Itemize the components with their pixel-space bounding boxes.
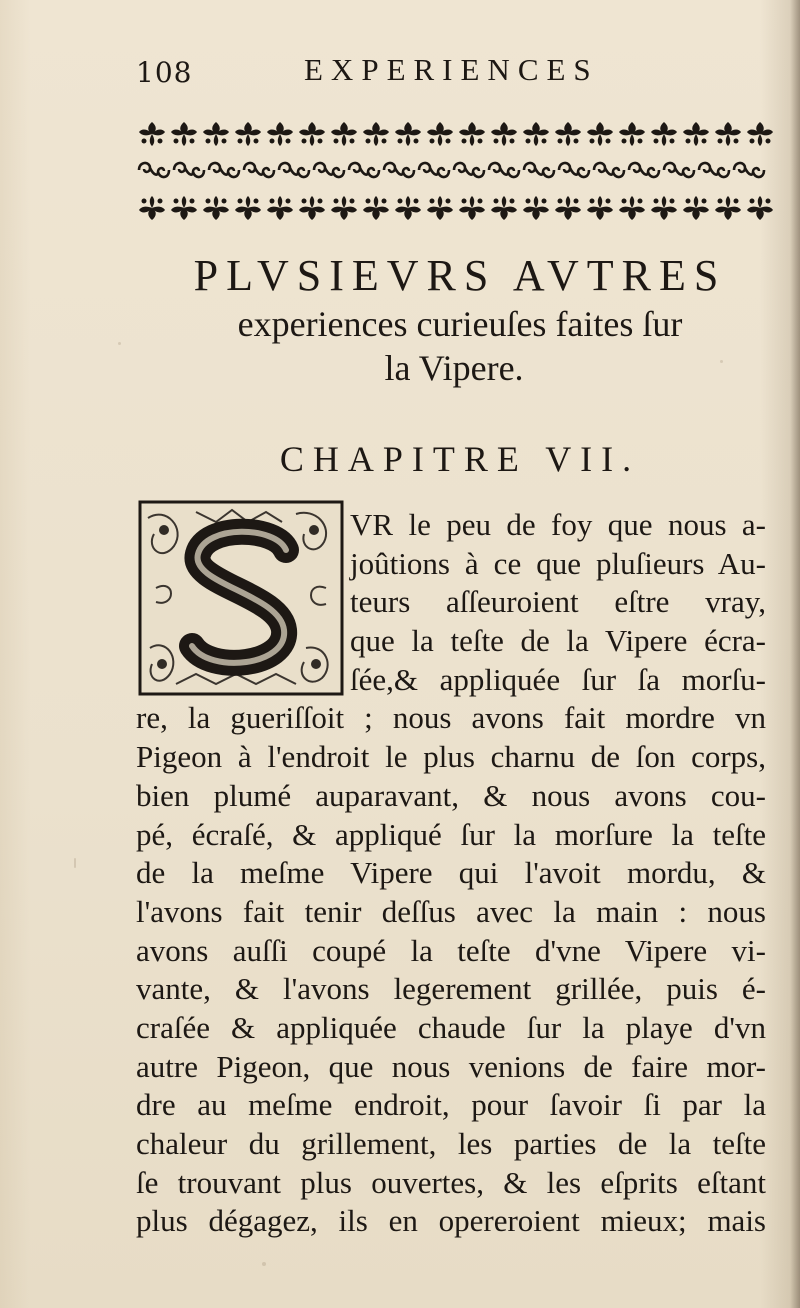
text-line: re, la gueriſſoit ; nous avons fait mordre vn xyxy=(136,700,766,736)
text-line: avons auſſi coupé la teſte d'vne Vipere vi- xyxy=(136,932,766,968)
title-line-2: experiences curieuſes faites ſur xyxy=(237,304,683,344)
running-head xyxy=(136,50,756,100)
ornament-row-top xyxy=(139,122,773,146)
ornamental-band xyxy=(134,112,774,232)
body-text xyxy=(136,506,766,1241)
text-line: teurs aſſeuroient eſtre vray, xyxy=(350,584,766,620)
text-line: plus dégagez, ils en opereroient mieux; mais xyxy=(136,1203,766,1239)
paper-speck xyxy=(720,360,723,363)
text-line: l'avons fait tenir deſſus avec la main : nous xyxy=(136,893,766,929)
text-line: VR le peu de foy que nous a- xyxy=(350,507,766,542)
text-line: Pigeon à l'endroit le plus charnu de ſon corps, xyxy=(136,739,766,775)
text-line: chaleur du grillement, les parties de la teſte xyxy=(136,1126,766,1161)
text-line: pé, écraſé, & appliqué ſur la morſure la teſte xyxy=(136,816,766,852)
text-line: autre Pigeon, que nous venions de faire mor- xyxy=(136,1048,766,1084)
paper-speck xyxy=(118,342,121,345)
title-line-3: la Vipere. xyxy=(384,348,524,388)
text-line: joûtions à ce que pluſieurs Au- xyxy=(350,545,766,581)
text-line: ſe trouvant plus ouvertes, & les eſprits eſtant xyxy=(136,1164,766,1200)
paper-speck xyxy=(74,858,76,868)
text-line: dre au meſme endroit, pour ſavoir ſi par la xyxy=(136,1087,766,1123)
text-line: ſée,& appliquée ſur ſa morſu- xyxy=(350,661,766,697)
text-line: bien plumé auparavant, & nous avons cou- xyxy=(136,777,766,813)
running-title: EXPERIENCES xyxy=(304,52,599,87)
title-line-1: PLVSIEVRS AVTRES xyxy=(193,251,727,300)
section-title xyxy=(140,252,780,390)
text-line: craſée & appliquée chaude ſur la playe d'vn xyxy=(136,1009,766,1045)
ornament-row-bottom xyxy=(139,196,773,220)
text-line: que la teſte de la Vipere écra- xyxy=(350,623,766,659)
page-number: 108 xyxy=(136,56,193,89)
text-line: de la meſme Vipere qui l'avoit mordu, & xyxy=(136,855,766,891)
paper-speck xyxy=(262,1262,266,1266)
chapter-heading: CHAPITRE VII. xyxy=(279,439,641,479)
page-edge-shadow xyxy=(790,0,800,1308)
text-line: vante, & l'avons legerement grillée, puis é- xyxy=(136,971,766,1007)
ornament-row-middle xyxy=(139,163,764,177)
